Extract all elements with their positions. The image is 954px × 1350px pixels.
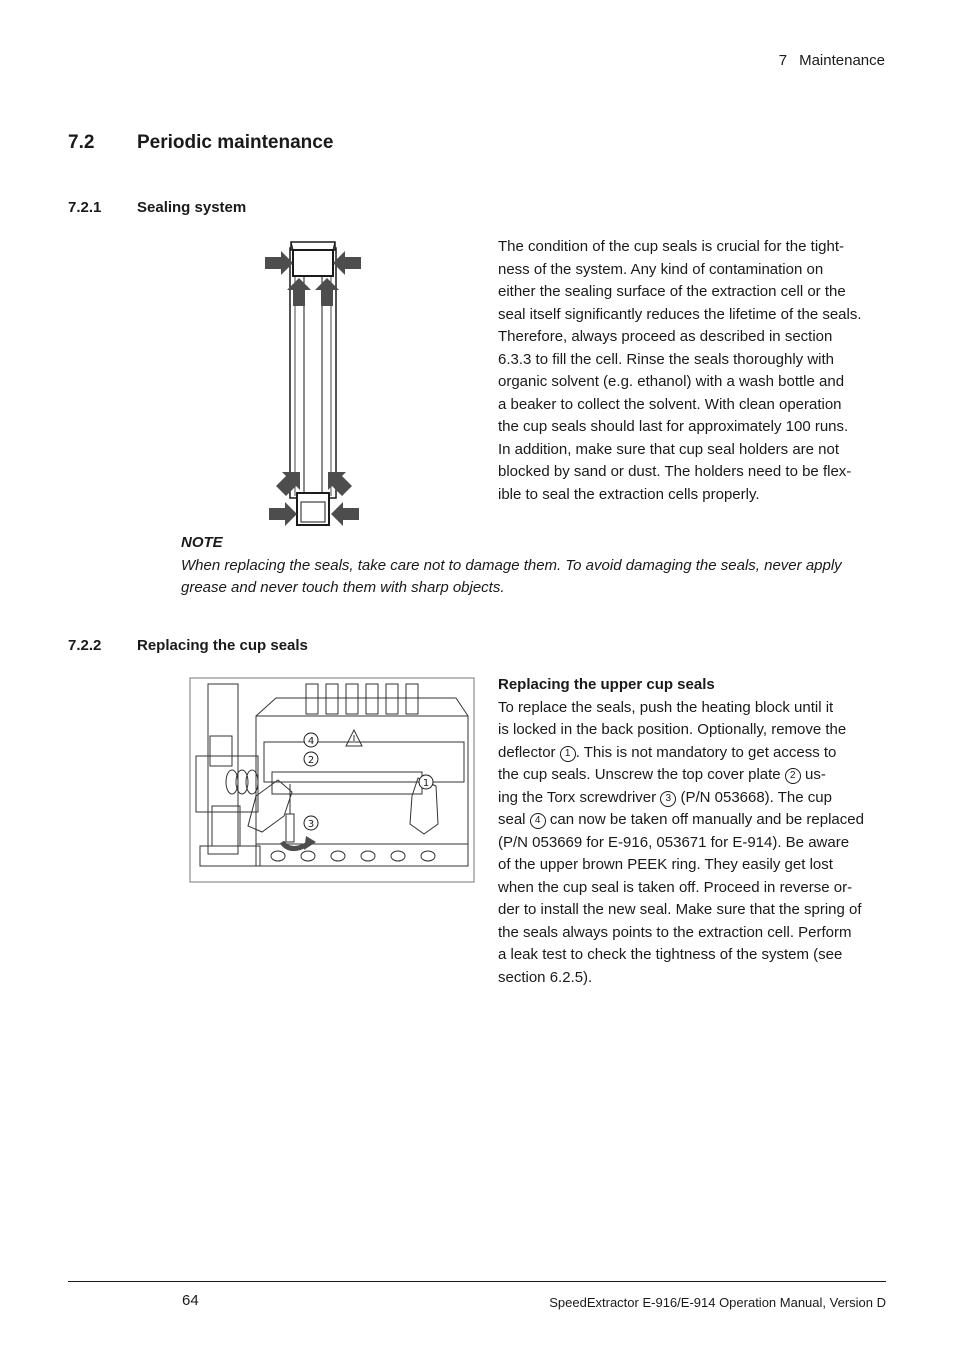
text-line: when the cup seal is taken off. Proceed in reverse or- — [498, 878, 853, 896]
sealing-system-paragraph — [498, 236, 882, 506]
sealing-paragraph-line: either the sealing surface of the extraction cell or the — [498, 283, 846, 300]
text-line: of the upper brown PEEK ring. They easily get lost — [498, 856, 833, 873]
sealing-paragraph-line: 6.3.3 to fill the cell. Rinse the seals thoroughly with — [498, 350, 835, 368]
chapter-number: 7 — [778, 52, 788, 69]
running-head — [779, 52, 885, 69]
chapter-title: Maintenance — [799, 52, 885, 69]
callout-2 — [304, 752, 318, 766]
text-line: der to install the new seal. Make sure that the spring of — [498, 901, 862, 918]
callout-4 — [304, 733, 318, 747]
subsection-1-number: 7.2.1 — [68, 199, 102, 216]
section-number: 7.2 — [68, 132, 95, 153]
sealing-paragraph-line: a beaker to collect the solvent. With clean operation — [498, 395, 842, 413]
note-block — [181, 532, 893, 600]
sealing-paragraph-line: Therefore, always proceed as described in section — [498, 328, 833, 345]
callout-ref-2: 2 — [785, 768, 801, 784]
sealing-paragraph-line: organic solvent (e.g. ethanol) with a wash bottle and — [498, 373, 845, 390]
text-line: ing the Torx screwdriver 3 (P/N 053668). The cup — [498, 788, 832, 806]
sealing-system-figure — [262, 238, 366, 528]
section-title: Periodic maintenance — [137, 132, 334, 153]
text-line: a leak test to check the tightness of the system (see — [498, 946, 843, 963]
sealing-paragraph-line: ness of the system. Any kind of contamination on — [498, 260, 824, 278]
note-line: grease and never touch them with sharp objects. — [181, 579, 505, 596]
text-line: seal 4 can now be taken off manually and be replaced — [498, 811, 864, 828]
sealing-paragraph-line: The condition of the cup seals is crucial for the tight- — [498, 238, 845, 255]
note-line: When replacing the seals, take care not to damage them. To avoid damaging the seals, never apply — [181, 556, 842, 574]
cup-seal-replacement-figure — [186, 676, 478, 886]
note-title: NOTE — [181, 534, 223, 551]
callout-ref-1: 1 — [560, 746, 576, 762]
replacing-upper-seals-heading: Replacing the upper cup seals — [498, 676, 715, 693]
footer-rule — [68, 1281, 886, 1282]
callout-ref-4: 4 — [530, 813, 546, 829]
svg-text:3: 3 — [307, 819, 315, 830]
page-number: 64 — [182, 1292, 199, 1309]
svg-text:1: 1 — [422, 778, 430, 789]
footer-title: SpeedExtractor E-916/E-914 Operation Manual, Version D — [549, 1295, 886, 1310]
sealing-paragraph-line: the cup seals should last for approximately 100 runs. — [498, 418, 849, 435]
replacing-seals-text — [498, 674, 882, 989]
sealing-paragraph-line: ible to seal the extraction cells properly. — [498, 485, 760, 503]
text-line: To replace the seals, push the heating block until it — [498, 698, 834, 716]
subsection-2-title: Replacing the cup seals — [137, 637, 308, 654]
text-line: the cup seals. Unscrew the top cover plate 2 us- — [498, 766, 826, 783]
svg-text:2: 2 — [307, 755, 315, 766]
sealing-paragraph-line: In addition, make sure that cup seal holders are not — [498, 440, 840, 458]
callout-3 — [304, 816, 318, 830]
callout-1 — [419, 775, 433, 789]
text-line: is locked in the back position. Optionally, remove the — [498, 721, 847, 738]
callout-ref-3: 3 — [660, 791, 676, 807]
sealing-paragraph-line: blocked by sand or dust. The holders need to be flex- — [498, 463, 852, 480]
subsection-2-number: 7.2.2 — [68, 637, 102, 654]
svg-text:4: 4 — [307, 736, 315, 747]
text-line: (P/N 053669 for E-916, 053671 for E-914). Be aware — [498, 833, 850, 851]
text-line: section 6.2.5). — [498, 968, 593, 986]
subsection-1-title: Sealing system — [137, 199, 247, 216]
sealing-paragraph-line: seal itself significantly reduces the lifetime of the seals. — [498, 305, 862, 323]
text-line: the seals always points to the extraction cell. Perform — [498, 923, 852, 941]
text-line: deflector 1 . This is not mandatory to get access to — [498, 743, 837, 761]
note-text — [181, 555, 893, 600]
